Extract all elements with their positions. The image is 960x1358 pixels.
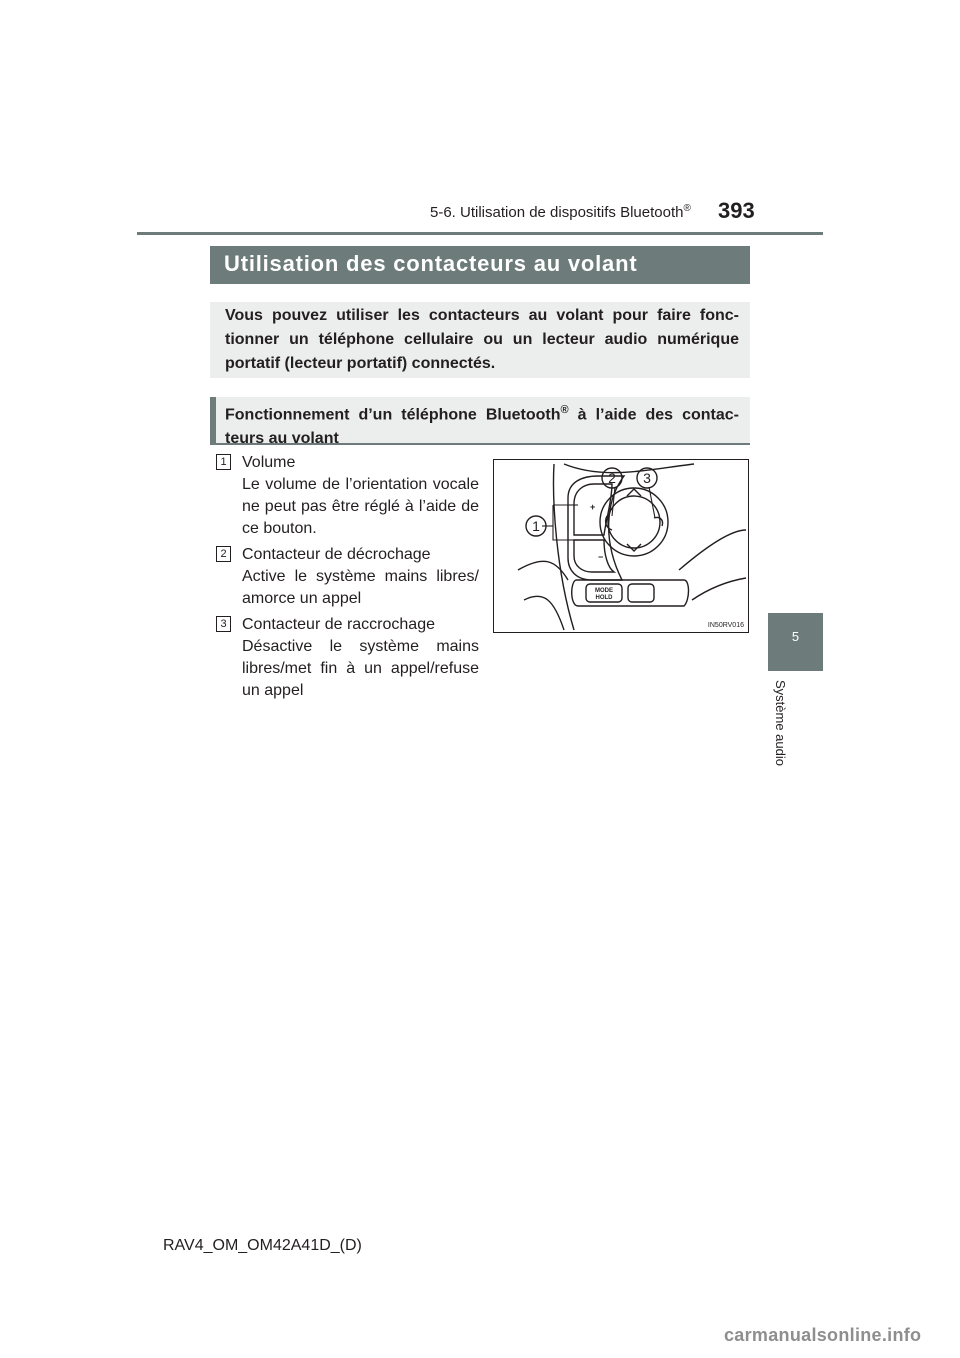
item-description: Le volume de l’orientation vocale ne peut pas être réglé à l’aide de ce bouton. bbox=[242, 476, 479, 537]
registered-mark: ® bbox=[683, 203, 691, 214]
talk-button bbox=[628, 584, 654, 602]
watermark: carmanualsonline.info bbox=[724, 1325, 922, 1345]
callout-1-label: 1 bbox=[532, 518, 540, 534]
list-item bbox=[242, 544, 479, 610]
chapter-tab-label: Système audio bbox=[773, 680, 788, 766]
item-title: Contacteur de décrochage bbox=[242, 546, 431, 563]
item-number-icon: 3 bbox=[216, 616, 231, 632]
list-item bbox=[242, 452, 479, 540]
section-heading-title: Utilisation des contacteurs au volant bbox=[224, 251, 638, 276]
mode-label: MODE bbox=[595, 588, 613, 594]
minus-label: − bbox=[598, 552, 604, 562]
phone-switch-pad bbox=[600, 488, 668, 556]
steering-switch-drawing bbox=[494, 460, 748, 632]
chapter-header-title bbox=[430, 203, 691, 221]
callout-2-label: 2 bbox=[608, 470, 616, 486]
intro-text: Vous pouvez utiliser les contacteurs au volant pour faire fonc-tionner un téléphone cellulaire ou un lecteur audio numérique portatif (lecteur portatif) connectés. bbox=[225, 307, 739, 372]
wheel-outline-left bbox=[554, 464, 574, 630]
subsection-title-part2: à l’aide des contac-teurs au volant bbox=[225, 406, 739, 448]
list-item bbox=[242, 614, 479, 702]
item-description: Désactive le système mains libres/met fin à un appel/refuse un appel bbox=[242, 638, 479, 699]
page-number: 393 bbox=[718, 198, 755, 223]
phone-hangup-icon bbox=[654, 517, 663, 526]
item-description: Active le système mains libres/ amorce un appel bbox=[242, 568, 479, 607]
subsection-title-part1: Fonctionnement d’un téléphone Bluetooth bbox=[225, 406, 561, 424]
header-rule bbox=[137, 232, 823, 235]
item-number-icon: 1 bbox=[216, 454, 231, 470]
hold-label: HOLD bbox=[595, 595, 613, 601]
subsection-heading-title bbox=[225, 398, 739, 451]
subsection-registered-mark: ® bbox=[560, 404, 569, 416]
figure-code: IN50RV016 bbox=[707, 622, 744, 629]
item-title: Volume bbox=[242, 454, 296, 471]
header-title-text: 5-6. Utilisation de dispositifs Bluetooth bbox=[430, 204, 684, 221]
footer-doc-code: RAV4_OM_OM42A41D_(D) bbox=[163, 1237, 362, 1254]
chevron-up-icon bbox=[627, 489, 641, 496]
steering-switch-illustration bbox=[493, 459, 749, 633]
callout-3-label: 3 bbox=[643, 470, 651, 486]
item-title: Contacteur de raccrochage bbox=[242, 616, 435, 633]
plus-label: + bbox=[590, 502, 596, 512]
chapter-tab-number: 5 bbox=[791, 629, 800, 644]
item-number-icon: 2 bbox=[216, 546, 231, 562]
